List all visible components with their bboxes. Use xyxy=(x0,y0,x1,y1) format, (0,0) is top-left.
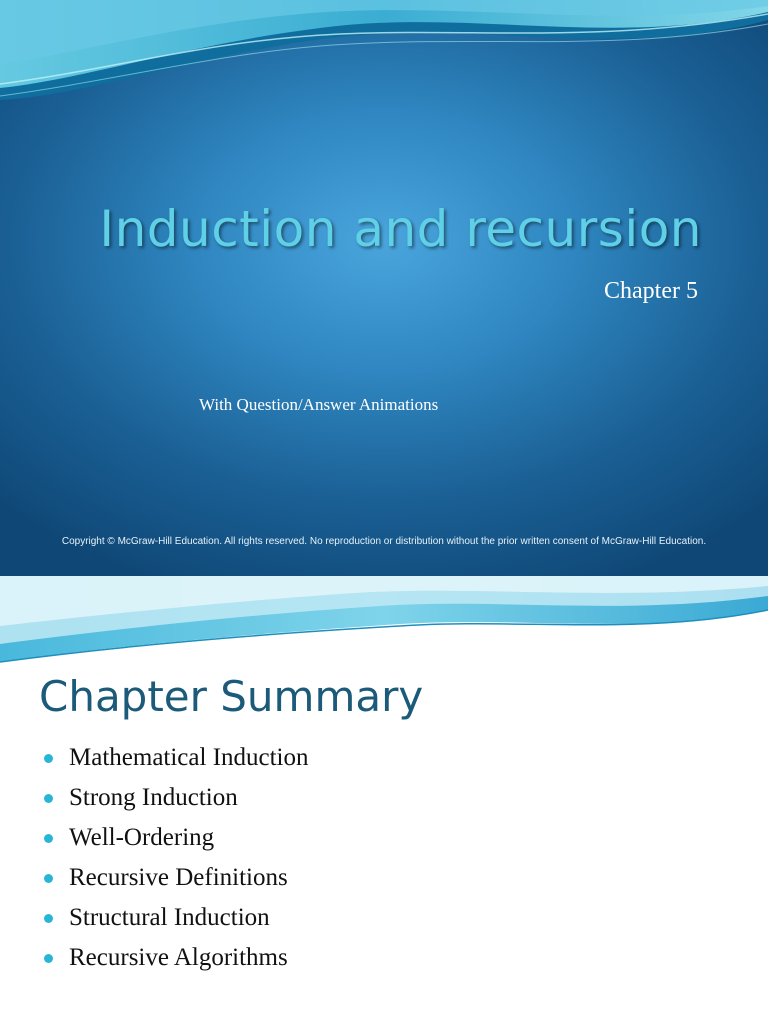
bullet-icon xyxy=(44,954,53,963)
list-item xyxy=(44,738,309,778)
bullet-icon xyxy=(44,914,53,923)
copyright-notice: Copyright © McGraw-Hill Education. All rights reserved. No reproduction or distribution without the prior written consent of McGraw-Hill Education. xyxy=(61,536,707,547)
list-item-text: Mathematical Induction xyxy=(69,744,309,771)
decorative-wave-header xyxy=(0,0,768,120)
summary-slide xyxy=(0,576,768,1024)
list-item-text: Recursive Definitions xyxy=(69,864,288,891)
list-item xyxy=(44,858,309,898)
bullet-icon xyxy=(44,834,53,843)
list-item-text: Well-Ordering xyxy=(69,824,215,851)
bullet-icon xyxy=(44,794,53,803)
list-item xyxy=(44,938,309,978)
list-item-text: Structural Induction xyxy=(69,904,270,931)
list-item-text: Strong Induction xyxy=(69,784,238,811)
list-item xyxy=(44,818,309,858)
slide-subtitle: Chapter 5 xyxy=(604,278,698,304)
decorative-wave-header xyxy=(0,576,768,671)
slide-note: With Question/Answer Animations xyxy=(199,395,439,414)
list-item-text: Recursive Algorithms xyxy=(69,944,288,971)
slide-heading: Chapter Summary xyxy=(39,672,424,721)
bullet-icon xyxy=(44,874,53,883)
list-item xyxy=(44,778,309,818)
slide-title: Induction and recursion xyxy=(99,200,702,258)
bullet-icon xyxy=(44,754,53,763)
summary-list xyxy=(44,738,309,978)
list-item xyxy=(44,898,309,938)
